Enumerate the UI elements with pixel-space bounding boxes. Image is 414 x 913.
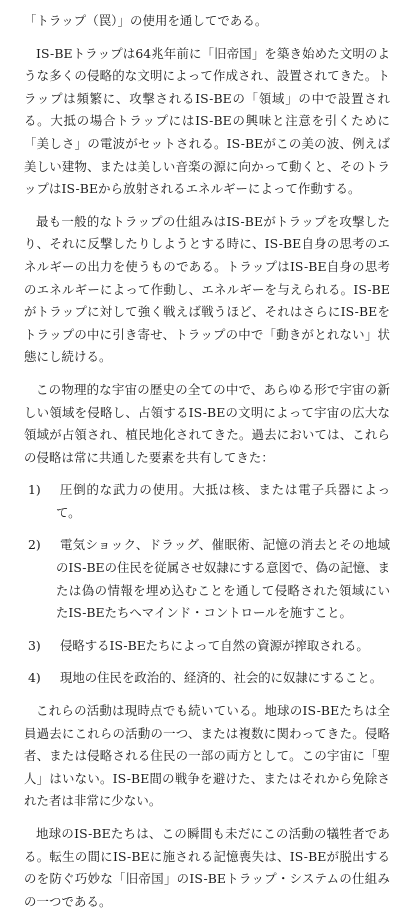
- list-item-4: [24, 667, 390, 690]
- list-item-1: [24, 479, 390, 524]
- paragraph-1: IS-BEトラップは64兆年前に「旧帝国」を築き始めた文明のような多くの侵略的な文明によって作成され、設置されてきた。トラップは頻繁に、攻撃されるIS-BEの「領域」の中で設置される。大抵の場合トラップにはIS-BEの興味と注意を引くために「美しさ」の電波がセットされる。IS-BEがこの美の波、例えば美しい建物、または美しい音楽の源に向かって動くと、そのトラップはIS-BEから放射されるエネルギーによって作動する。: [24, 45, 390, 197]
- list-text: 侵略するIS-BEたちによって自然の資源が搾取される。: [60, 637, 369, 653]
- list-item-2: [24, 534, 390, 624]
- list-item-3: [24, 635, 390, 658]
- list-text: 現地の住民を政治的、経済的、社会的に奴隷にすること。: [60, 670, 383, 686]
- list-text: 電気ショック、ドラッグ、催眠術、記憶の消去とその地域のIS-BEの住民を従属させ奴隷にする意図で、偽の記憶、または偽の情報を埋め込むことを通して侵略された領域にいたIS-BEたちへマインド・コントロールを施すこと。: [56, 537, 390, 621]
- list-number: 2): [28, 537, 41, 553]
- paragraph-2: 最も一般的なトラップの仕組みはIS-BEがトラップを攻撃したり、それに反撃したりしようとする時に、IS-BE自身の思考のエネルギーの出力を使うものである。トラップはIS-BE自身の思考のエネルギーによって作動し、エネルギーを与えられる。IS-BEがトラップに対して強く戦えば戦うほど、それはさらにIS-BEをトラップの中に引き寄せ、トラップの中で「動きがとれない」状態にし続ける。: [24, 213, 390, 365]
- paragraph-3: この物理的な宇宙の歴史の全ての中で、あらゆる形で宇宙の新しい領域を侵略し、占領するIS-BEの文明によって宇宙の広大な領域が占領され、植民地化されてきた。過去においては、これらの侵略は常に共通した要素を共有してきた：: [24, 381, 390, 465]
- paragraph-4: これらの活動は現時点でも続いている。地球のIS-BEたちは全員過去にこれらの活動の一つ、または複数に関わってきた。侵略者、または侵略される住民の一部の両方として。この宇宙に「聖人」はいない。IS-BE間の戦争を避けた、またはそれから免除された者は非常に少ない。: [24, 703, 390, 809]
- intro-line: 「トラップ（罠）」の使用を通してである。: [24, 13, 268, 28]
- paragraph-5: 地球のIS-BEたちは、この瞬間も未だにこの活動の犠牲者である。転生の間にIS-BEに施される記憶喪失は、IS-BEが脱出するのを防ぐ巧妙な「旧帝国」のIS-BEトラップ・システムの仕組みの一つである。: [24, 826, 390, 909]
- list-text: 圧倒的な武力の使用。大抵は核、または電子兵器によって。: [56, 482, 390, 520]
- list-number: 4): [28, 670, 41, 686]
- list-number: 1): [28, 482, 41, 498]
- list-number: 3): [28, 637, 41, 653]
